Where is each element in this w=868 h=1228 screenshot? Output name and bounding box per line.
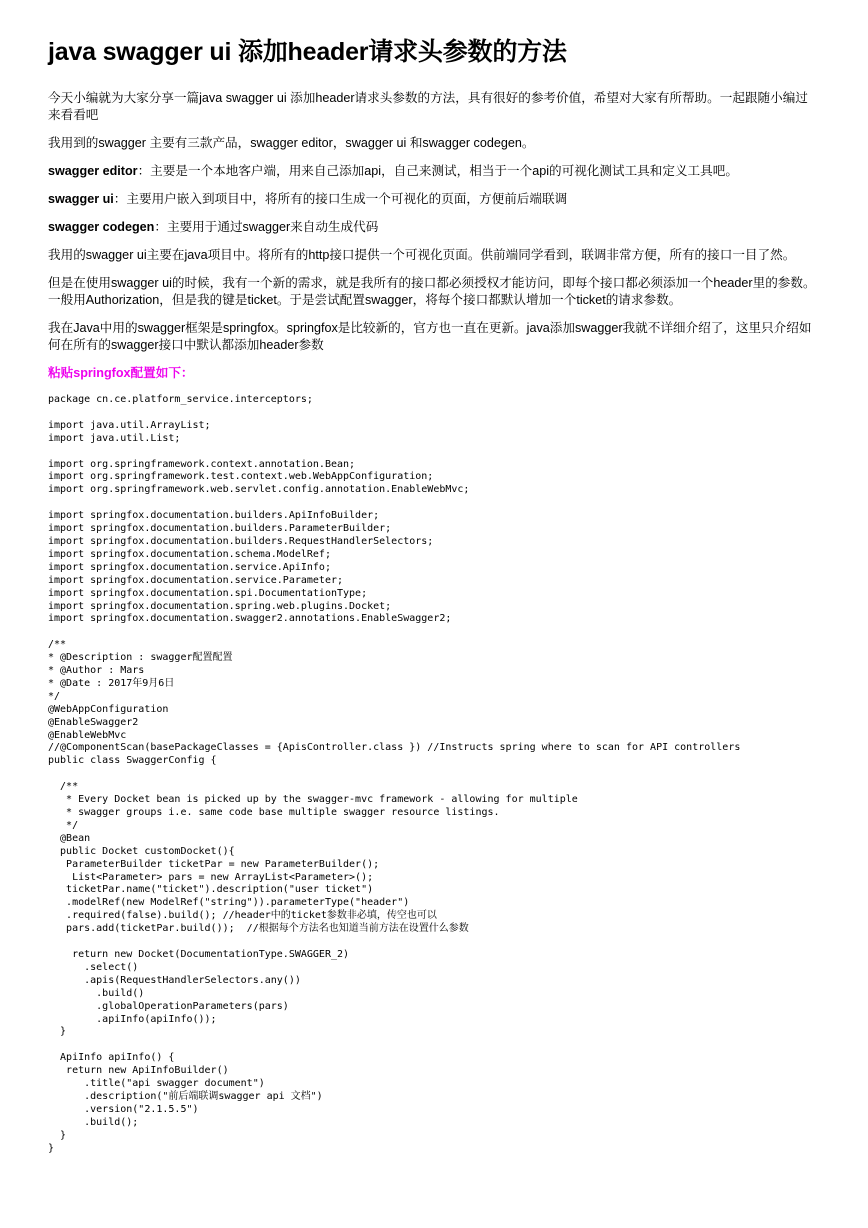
products-paragraph: 我用到的swagger 主要有三款产品，swagger editor，swagger ui 和swagger codegen。 [48, 136, 535, 150]
code-block: package cn.ce.platform_service.interceptors; import java.util.ArrayList; import java.util.List; import org.springframework.context.annotation.Bean; import org.springframework.test.context.web.WebAppConfiguration; import org.springframework.web.servlet.config.annotation.EnableWebMvc; import springfox.documentation.builders.ApiInfoBuilder; import springfox.documentation.builders.ParameterBuilder; import springfox.documentation.builders.RequestHandlerSelectors; import springfox.documentation.schema.ModelRef; import springfox.documentation.service.ApiInfo; import springfox.documentation.service.Parameter; import springfox.documentation.spi.DocumentationType; import springfox.documentation.spring.web.plugins.Docket; import springfox.documentation.swagger2.annotations.EnableSwagger2; /** * @Description : swagger配置配置 * @Author : Mars * @Date : 2017年9月6日 */ @WebAppConfiguration @EnableSwagger2 @EnableWebMvc //@ComponentScan(basePackageClasses = {ApisController.class }) //Instructs spring where to scan for API controllers public class SwaggerConfig { /** * Every Docket bean is picked up by the swagger-mvc framework - allowing for multiple * swagger groups i.e. same code base multiple swagger resource listings. */ @Bean public Docket customDocket(){ ParameterBuilder ticketPar = new ParameterBuilder(); List<Parameter> pars = new ArrayList<Parameter>(); ticketPar.name("ticket").description("user ticket") .modelRef(new ModelRef("string")).parameterType("header") .required(false).build(); //header中的ticket参数非必填，传空也可以 pars.add(ticketPar.build()); //根据每个方法名也知道当前方法在设置什么参数 return new Docket(DocumentationType.SWAGGER_2) .select() .apis(RequestHandlerSelectors.any()) .build() .globalOperationParameters(pars) .apiInfo(apiInfo()); } ApiInfo apiInfo() { return new ApiInfoBuilder() .title("api swagger document") .description("前后端联调swagger api 文档") .version("2.1.5.5") .build(); } } [48, 394, 741, 1154]
article [48, 36, 820, 1155]
usage-paragraph: 我用的swagger ui主要在java项目中。将所有的http接口提供一个可视化页面。供前端同学看到，联调非常方便，所有的接口一目了然。 [48, 248, 796, 262]
swagger-codegen-desc: ：主要用于通过swagger来自动生成代码 [154, 220, 379, 234]
swagger-ui-desc: ：主要用户嵌入到项目中，将所有的接口生成一个可视化的页面，方便前后端联调 [113, 192, 568, 206]
swagger-editor-paragraph [48, 163, 820, 180]
paste-config-heading: 粘贴springfox配置如下： [48, 366, 194, 380]
swagger-editor-term: swagger editor [48, 164, 138, 178]
swagger-ui-paragraph [48, 191, 820, 208]
page-title: java swagger ui 添加header请求头参数的方法 [48, 38, 567, 66]
swagger-ui-term: swagger ui [48, 192, 114, 206]
swagger-editor-desc: ：主要是一个本地客户端，用来自己添加api，自己来测试，相当于一个api的可视化测试工具和定义工具吧。 [137, 164, 738, 178]
swagger-codegen-term: swagger codegen [48, 220, 155, 234]
intro-paragraph: 今天小编就为大家分享一篇java swagger ui 添加header请求头参数的方法，具有很好的参考价值，希望对大家有所帮助。一起跟随小编过来看看吧 [48, 91, 808, 122]
framework-paragraph: 我在Java中用的swagger框架是springfox。springfox是比较新的，官方也一直在更新。java添加swagger我就不详细介绍了，这里只介绍如何在所有的swagger接口中默认都添加header参数 [48, 321, 812, 352]
swagger-codegen-paragraph [48, 219, 820, 236]
need-paragraph: 但是在使用swagger ui的时候，我有一个新的需求，就是我所有的接口都必须授权才能访问，即每个接口都必须添加一个header里的参数。一般用Authorization，但是我的键是ticket。于是尝试配置swagger，将每个接口都默认增加一个ticket的请求参数。 [48, 276, 816, 307]
